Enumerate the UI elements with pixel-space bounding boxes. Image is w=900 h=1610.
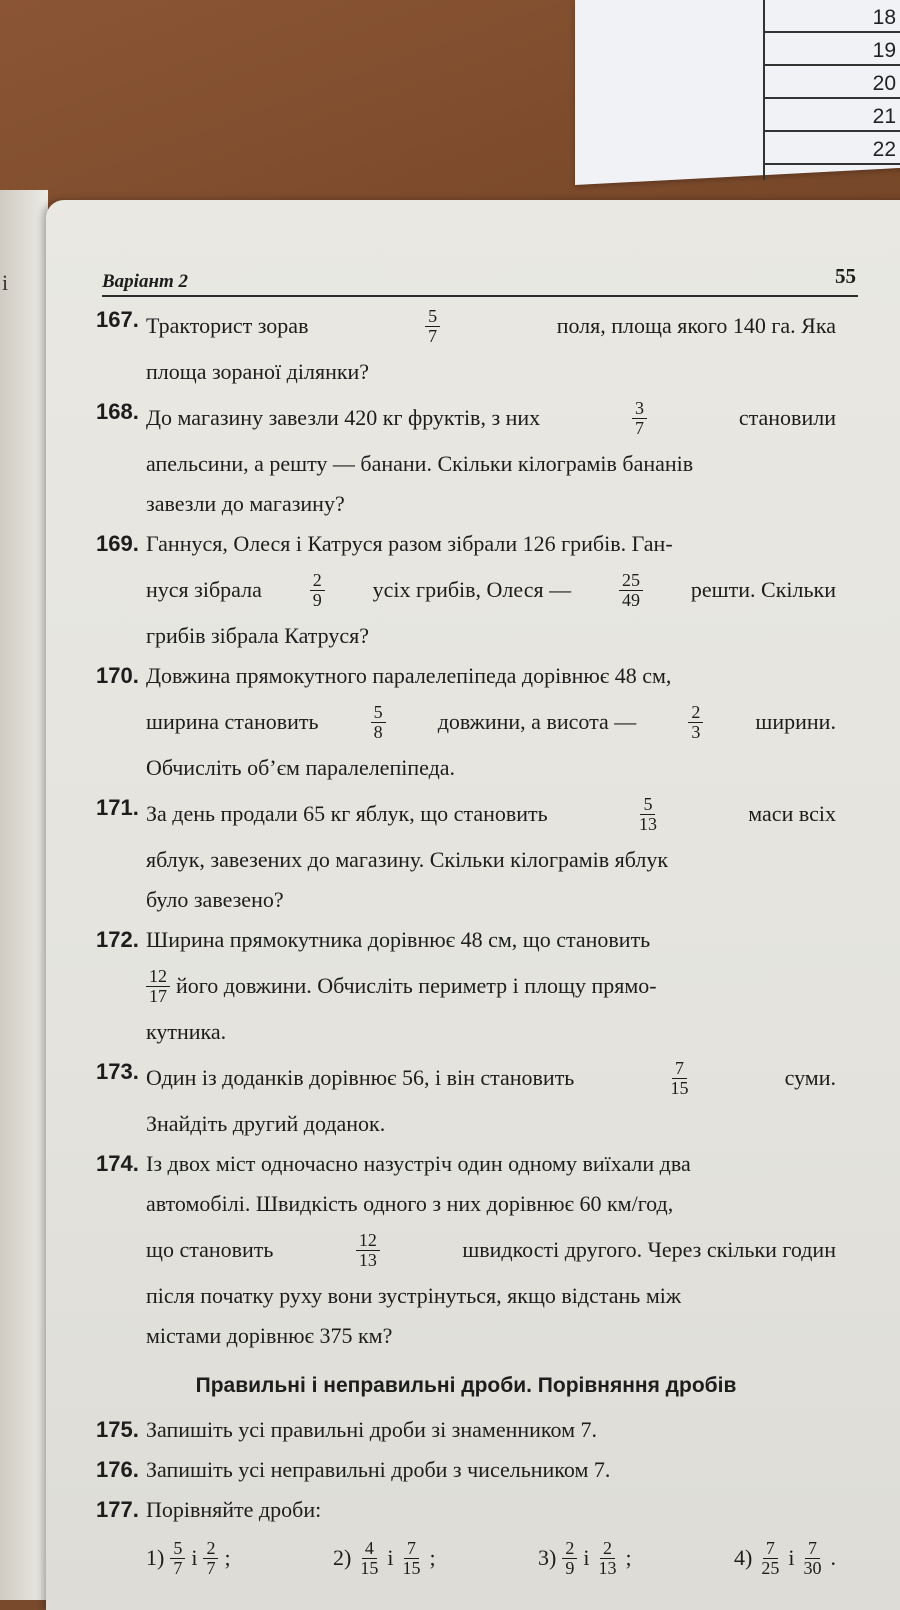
fraction: $\frac{2}{13}$ [598,1537,617,1578]
fraction: $\frac{12}{13}$ [356,1231,380,1270]
exercise-174 [96,1144,836,1356]
conjunction: і [387,1545,394,1570]
text-line: було завезено? [146,887,284,912]
corner-table-row: 22 [765,132,900,165]
text-fragment: За день продали 65 кг яблук, що становить [146,801,548,826]
exercise-167 [96,300,836,392]
page-header [102,264,858,297]
comparison-item-1 [146,1538,231,1578]
conjunction: і [788,1545,795,1570]
variant-label: Варіант 2 [102,271,189,292]
text-fragment: довжини, а висота — [437,709,637,734]
text-line: Із двох міст одночасно назустріч один одному виїхали два [146,1151,691,1176]
text-line: містами дорівнює 375 км? [146,1323,393,1348]
text-fragment: ширини. [755,709,836,734]
text-fragment: Тракторист зорав [146,313,309,338]
exercise-number: 175. [96,1417,139,1442]
exercise-number: 176. [96,1457,139,1482]
comparison-label: 1) [146,1545,165,1570]
text-line: Обчисліть об’єм паралелепіпеда. [146,755,456,780]
fraction: $\frac{2}{9}$ [310,571,325,610]
punctuation: . [830,1545,836,1570]
text-line: площа зораної ділянки? [146,359,370,384]
corner-table-row: 20 [765,66,900,99]
left-page-edge [0,190,48,1600]
exercise-175 [96,1410,836,1450]
exercise-171 [96,788,836,920]
exercise-list [96,300,836,1586]
text-line: грибів зібрала Катруся? [146,623,370,648]
fraction: $\frac{5}{7}$ [425,307,440,346]
fraction: $\frac{7}{15}$ [402,1537,421,1578]
exercise-172 [96,920,836,1052]
exercise-169 [96,524,836,656]
text-fragment: становили [738,405,836,430]
fraction: $\frac{2}{3}$ [688,703,703,742]
fraction: $\frac{12}{17}$ [146,967,170,1006]
exercise-number: 167. [96,307,139,332]
fraction: $\frac{3}{7}$ [632,399,647,438]
text-fragment: поля, площа якого 140 га. Яка [556,313,836,338]
exercise-number: 174. [96,1151,139,1176]
comparison-item-4 [734,1538,836,1578]
text-fragment: решти. Скільки [690,577,836,602]
comparison-list [96,1530,836,1586]
punctuation: ; [625,1545,632,1570]
fraction: $\frac{5}{7}$ [170,1539,185,1578]
text-line: яблук, завезених до магазину. Скільки кілограмів яблук [146,847,669,872]
text-fragment: що становить [146,1237,274,1262]
text-fragment: Один із доданків дорівнює 56, і він становить [146,1065,575,1090]
corner-table-row: 21 [765,99,900,132]
text-line: після початку руху вони зустрінуться, якщо відстань між [146,1283,682,1308]
exercise-number: 170. [96,663,139,688]
exercise-number: 169. [96,531,139,556]
punctuation: ; [224,1545,231,1570]
fraction: $\frac{25}{49}$ [619,571,643,610]
book-page [46,200,900,1610]
comparison-item-2 [333,1538,436,1578]
comparison-label: 4) [734,1545,753,1570]
fraction: $\frac{2}{7}$ [203,1539,218,1578]
text-fragment: нуся зібрала [146,577,262,602]
exercise-170 [96,656,836,788]
text-fragment: швидкості другого. Через скільки годин [462,1237,836,1262]
text-line: Довжина прямокутного паралелепіпеда дорівнює 48 см, [146,663,672,688]
exercise-176 [96,1450,836,1490]
conjunction: і [191,1545,198,1570]
fraction: $\frac{7}{25}$ [761,1537,780,1578]
conjunction: і [583,1545,590,1570]
corner-table-row: 18 [765,0,900,33]
text-line: кутника. [146,1019,227,1044]
exercise-168 [96,392,836,524]
text-line: автомобілі. Швидкість одного з них дорівнює 60 км/год, [146,1191,674,1216]
text-line: Порівняйте дроби: [146,1497,322,1522]
fraction: $\frac{5}{13}$ [638,793,657,834]
punctuation: ; [429,1545,436,1570]
exercise-number: 177. [96,1497,139,1522]
text-line: завезли до магазину? [146,491,345,516]
text-line: Запишіть усі правильні дроби зі знаменником 7. [146,1417,597,1442]
text-fragment: До магазину завезли 420 кг фруктів, з них [146,405,541,430]
text-fragment: маси всіх [748,801,836,826]
fraction: $\frac{7}{15}$ [670,1057,689,1098]
text-fragment: усіх грибів, Олеся — [372,577,572,602]
exercise-177 [96,1490,836,1530]
exercise-number: 172. [96,927,139,952]
fraction: $\frac{4}{15}$ [360,1537,379,1578]
exercise-number: 171. [96,795,139,820]
text-line: Запишіть усі неправильні дроби з чисельником 7. [146,1457,611,1482]
text-line: Ширина прямокутника дорівнює 48 см, що становить [146,927,651,952]
page-number: 55 [835,264,856,288]
fraction: $\frac{2}{9}$ [562,1539,577,1578]
corner-table-row: 19 [765,33,900,66]
comparison-label: 2) [333,1545,352,1570]
exercise-173 [96,1052,836,1144]
text-line: Ганнуся, Олеся і Катруся разом зібрали 126 грибів. Ган- [146,531,673,556]
text-line: Знайдіть другий доданок. [146,1111,386,1136]
exercise-number: 168. [96,399,139,424]
fraction: $\frac{5}{8}$ [371,703,386,742]
text-line: апельсини, а решту — банани. Скільки кілограмів бананів [146,451,694,476]
corner-number-table [763,0,900,180]
left-page-mark: і [2,270,9,295]
comparison-label: 3) [538,1545,557,1570]
exercise-number: 173. [96,1059,139,1084]
text-fragment: суми. [784,1065,836,1090]
fraction: $\frac{7}{30}$ [803,1537,822,1578]
text-fragment: ширина становить [146,709,319,734]
section-title: Правильні і неправильні дроби. Порівняння дробів [195,1374,737,1397]
text-fragment: його довжини. Обчисліть периметр і площу прямо- [176,973,657,998]
comparison-item-3 [538,1538,632,1578]
